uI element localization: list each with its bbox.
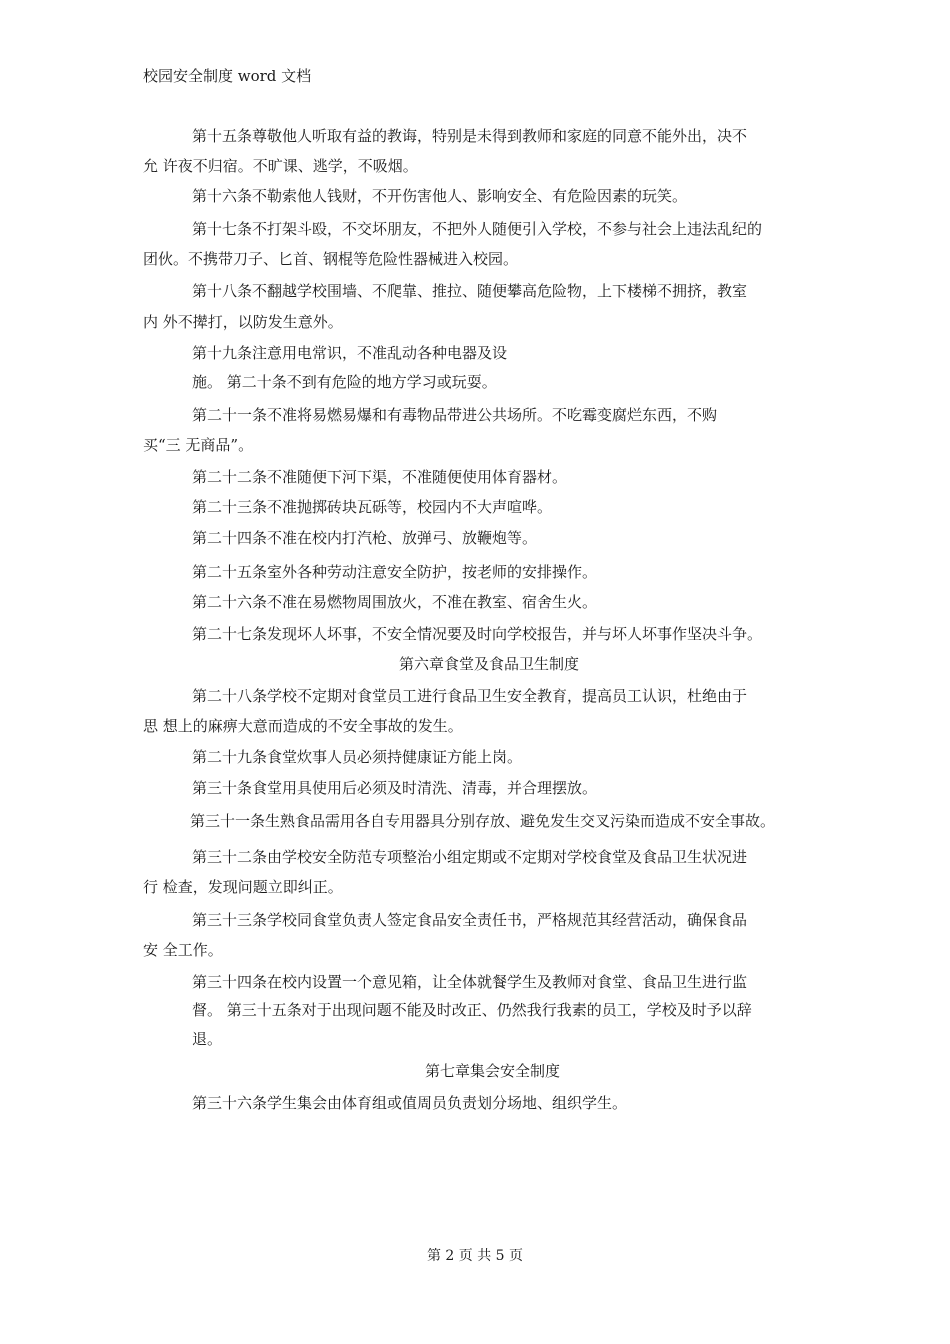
text-line: 第二十九条食堂炊事人员必须持健康证方能上岗。 (192, 748, 523, 766)
text-line: 内 外不撵打，以防发生意外。 (143, 313, 343, 331)
text-line: 第二十七条发现坏人坏事，不安全情况要及时向学校报告，并与坏人坏事作坚决斗争。 (192, 625, 763, 643)
chapter-heading: 第七章集会安全制度 (425, 1062, 561, 1080)
text-line: 安 全工作。 (143, 941, 223, 959)
text-line: 第十七条不打架斗殴，不交坏朋友，不把外人随便引入学校，不参与社会上违法乱纪的 (192, 220, 763, 238)
text-line: 第二十一条不准将易燃易爆和有毒物品带进公共场所。不吃霉变腐烂东西，不购 (192, 406, 718, 424)
text-line: 第十五条尊敬他人听取有益的教诲，特别是未得到教师和家庭的同意不能外出，决不 (192, 127, 748, 145)
text-line: 第三十一条生熟食品需用各自专用器具分别存放、避免发生交叉污染而造成不安全事故。 (190, 812, 776, 830)
document-header: 校园安全制度 word 文档 (143, 67, 312, 85)
page-number: 第 2 页 共 5 页 (426, 1248, 524, 1264)
text-line: 第三十四条在校内设置一个意见箱，让全体就餐学生及教师对食堂、食品卫生进行监 (192, 973, 748, 991)
text-line: 施。 第二十条不到有危险的地方学习或玩耍。 (192, 373, 497, 391)
text-line: 第二十四条不准在校内打汽枪、放弹弓、放鞭炮等。 (192, 529, 538, 547)
text-line: 第二十二条不准随便下河下渠，不准随便使用体育器材。 (192, 468, 568, 486)
text-line: 第三十六条学生集会由体育组或值周员负责划分场地、组织学生。 (192, 1094, 628, 1112)
text-line: 退。 (192, 1030, 223, 1048)
text-line: 买“三 无商品”。 (143, 436, 254, 454)
text-line: 督。 第三十五条对于出现问题不能及时改正、仍然我行我素的员工，学校及时予以辞 (192, 1001, 752, 1019)
text-line: 第二十三条不准抛掷砖块瓦砾等，校园内不大声喧哗。 (192, 498, 553, 516)
text-line: 思 想上的麻痹大意而造成的不安全事故的发生。 (143, 717, 463, 735)
text-line: 第三十条食堂用具使用后必须及时清洗、清毒，并合理摆放。 (192, 779, 598, 797)
text-line: 第二十五条室外各种劳动注意安全防护，按老师的安排操作。 (192, 563, 598, 581)
text-line: 第二十八条学校不定期对食堂员工进行食品卫生安全教育，提高员工认识，杜绝由于 (192, 687, 748, 705)
text-line: 第十九条注意用电常识，不准乱动各种电器及设 (192, 344, 508, 362)
text-line: 第十六条不勒索他人钱财，不开伤害他人、影响安全、有危险因素的玩笑。 (192, 187, 688, 205)
text-line: 行 检查，发现问题立即纠正。 (143, 878, 343, 896)
text-line: 第三十二条由学校安全防范专项整治小组定期或不定期对学校食堂及食品卫生状况进 (192, 848, 748, 866)
text-line: 允 许夜不归宿。不旷课、逃学，不吸烟。 (143, 157, 418, 175)
chapter-heading: 第六章食堂及食品卫生制度 (399, 655, 580, 673)
text-line: 第十八条不翻越学校围墙、不爬靠、推拉、随便攀高危险物，上下楼梯不拥挤，教室 (192, 282, 748, 300)
text-line: 第三十三条学校同食堂负责人签定食品安全责任书，严格规范其经营活动，确保食品 (192, 911, 748, 929)
text-line: 团伙。不携带刀子、匕首、钢棍等危险性器械进入校园。 (143, 250, 519, 268)
text-line: 第二十六条不准在易燃物周围放火，不准在教室、宿舍生火。 (192, 593, 598, 611)
